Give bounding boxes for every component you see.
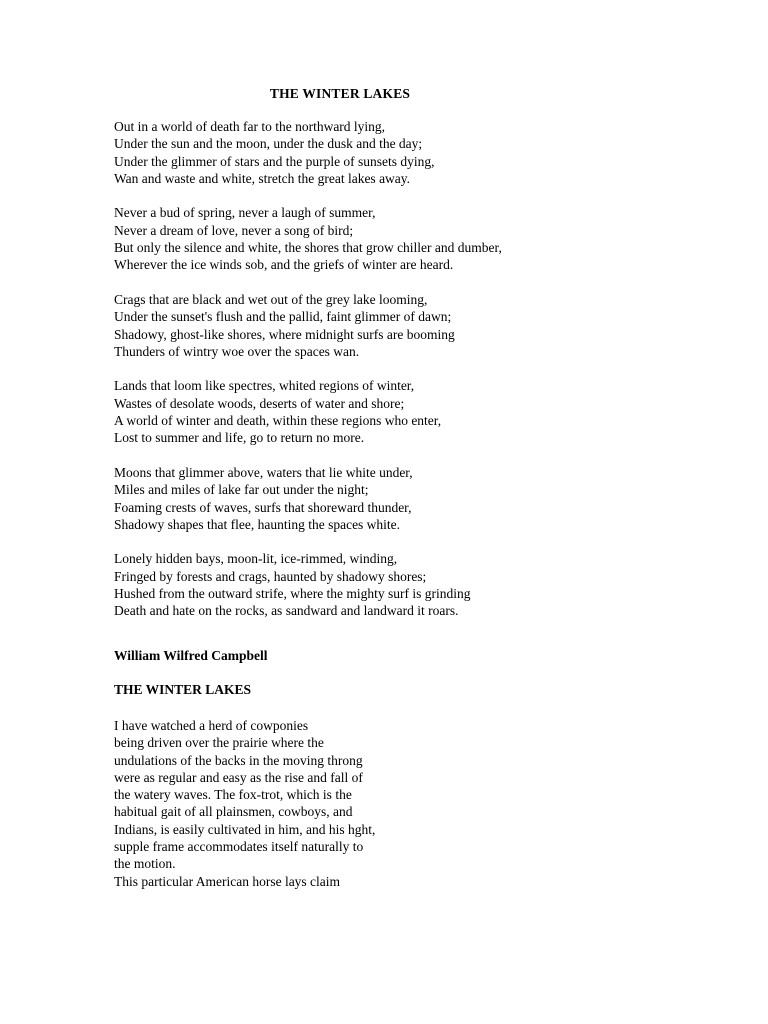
stanza bbox=[114, 550, 674, 619]
poem-line: Out in a world of death far to the northward lying, bbox=[114, 119, 386, 134]
poem-line: Wan and waste and white, stretch the great lakes away. bbox=[114, 170, 411, 186]
poem-line: Crags that are black and wet out of the grey lake looming, bbox=[114, 291, 428, 307]
poem-line: Shadowy, ghost-like shores, where midnight surfs are booming bbox=[114, 326, 455, 342]
poem-line: Fringed by forests and crags, haunted by shadowy shores; bbox=[114, 568, 427, 584]
poem-line: A world of winter and death, within these regions who enter, bbox=[114, 413, 442, 429]
poem-line: Lands that loom like spectres, whited regions of winter, bbox=[114, 378, 415, 394]
stanza bbox=[114, 464, 674, 533]
stanza bbox=[114, 377, 674, 446]
poem-title: THE WINTER LAKES bbox=[269, 86, 411, 101]
second-title: THE WINTER LAKES bbox=[114, 682, 252, 697]
prose-line: the watery waves. The fox-trot, which is the bbox=[114, 787, 352, 803]
stanza bbox=[114, 291, 674, 360]
prose-body bbox=[114, 717, 514, 890]
prose-line: This particular American horse lays claim bbox=[114, 873, 341, 889]
stanza bbox=[114, 204, 674, 273]
poem-line: Shadowy shapes that flee, haunting the spaces white. bbox=[114, 516, 401, 532]
prose-line: habitual gait of all plainsmen, cowboys, and bbox=[114, 804, 353, 820]
poem-line: Wastes of desolate woods, deserts of water and shore; bbox=[114, 395, 405, 411]
prose-line: Indians, is easily cultivated in him, and his hght, bbox=[114, 821, 376, 837]
prose-line: undulations of the backs in the moving throng bbox=[114, 752, 363, 768]
poem-line: Never a dream of love, never a song of bird; bbox=[114, 222, 354, 238]
prose-line: the motion. bbox=[114, 856, 176, 872]
prose-line: I have watched a herd of cowponies bbox=[114, 718, 309, 733]
prose-line: supple frame accommodates itself naturally to bbox=[114, 839, 364, 855]
poem-line: Moons that glimmer above, waters that lie white under, bbox=[114, 464, 413, 480]
prose-line: were as regular and easy as the rise and fall of bbox=[114, 769, 363, 785]
poem-line: Hushed from the outward strife, where the mighty surf is grinding bbox=[114, 586, 471, 602]
prose-line: being driven over the prairie where the bbox=[114, 735, 324, 751]
author-name: William Wilfred Campbell bbox=[114, 648, 268, 663]
poem-line: Thunders of wintry woe over the spaces wan. bbox=[114, 343, 360, 359]
poem-line: Under the sunset's flush and the pallid, faint glimmer of dawn; bbox=[114, 309, 452, 325]
poem-line: Lost to summer and life, go to return no more. bbox=[114, 430, 365, 446]
poem-line: But only the silence and white, the shores that grow chiller and dumber, bbox=[114, 240, 502, 256]
poem-line: Under the glimmer of stars and the purple of sunsets dying, bbox=[114, 153, 435, 169]
poem-body bbox=[114, 118, 674, 637]
poem-line: Foaming crests of waves, surfs that shoreward thunder, bbox=[114, 499, 412, 515]
poem-line: Under the sun and the moon, under the dusk and the day; bbox=[114, 136, 423, 152]
stanza bbox=[114, 118, 674, 187]
poem-line: Wherever the ice winds sob, and the griefs of winter are heard. bbox=[114, 257, 454, 273]
poem-line: Lonely hidden bays, moon-lit, ice-rimmed, winding, bbox=[114, 551, 398, 567]
poem-line: Miles and miles of lake far out under the night; bbox=[114, 482, 369, 498]
poem-line: Never a bud of spring, never a laugh of summer, bbox=[114, 205, 376, 221]
poem-line: Death and hate on the rocks, as sandward and landward it roars. bbox=[114, 603, 459, 619]
